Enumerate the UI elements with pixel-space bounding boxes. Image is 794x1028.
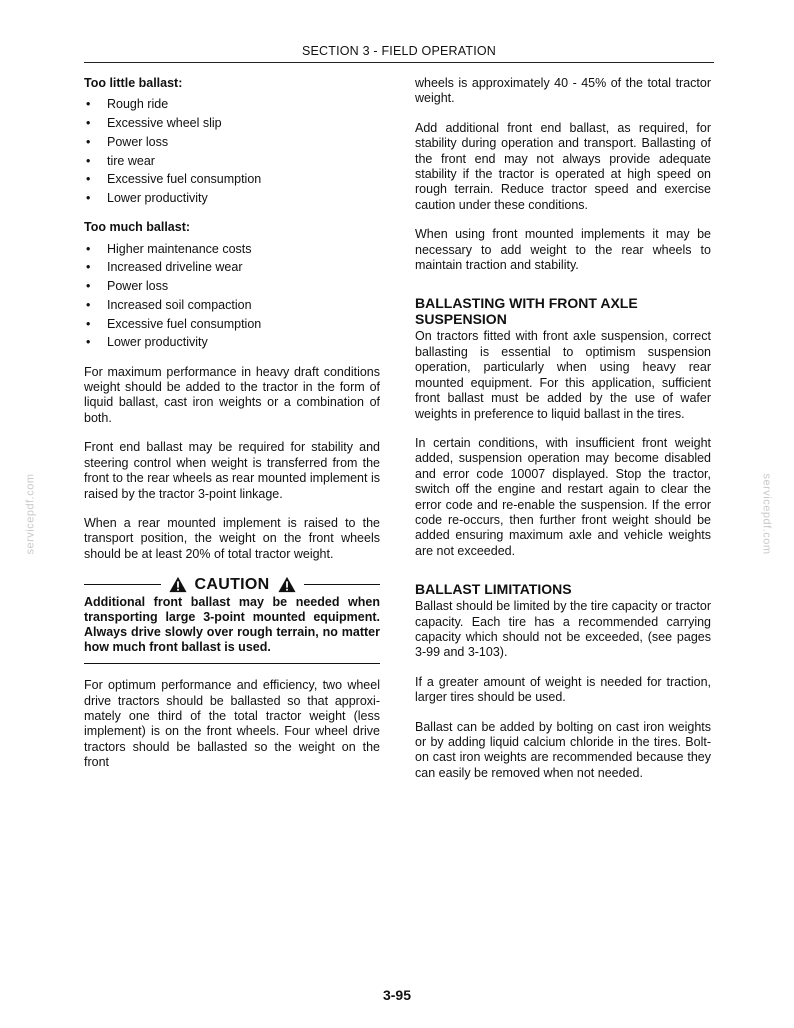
- caution-heading: [84, 576, 380, 593]
- paragraph: When using front mounted implements it may be necessary to add weight to the rear wheels to maintain traction and stability.: [415, 227, 711, 273]
- warning-triangle-icon: [278, 576, 296, 593]
- list-item: • Excessive fuel consumption: [84, 172, 380, 187]
- caution-rule-left: [84, 584, 161, 585]
- list-item: • Rough ride: [84, 97, 380, 112]
- list-item: • Power loss: [84, 279, 380, 294]
- list-item: • Higher maintenance costs: [84, 242, 380, 257]
- header-rule: [84, 62, 714, 63]
- list-item: • Lower productivity: [84, 191, 380, 206]
- page-number: 3-95: [382, 987, 412, 1003]
- heading-front-axle-suspension: BALLASTING WITH FRONT AXLE SUSPENSION: [415, 295, 638, 328]
- list-item: • Power loss: [84, 135, 380, 150]
- too-much-list: [84, 242, 380, 351]
- list-item: • Excessive fuel consumption: [84, 317, 380, 332]
- caution-end-rule: [84, 663, 380, 664]
- paragraph: For maximum performance in heavy draft conditions weight should be added to the tractor in the form of liquid ballast, cast iron weights or a combination of both.: [84, 364, 380, 425]
- caution-rule-right: [304, 584, 381, 585]
- too-little-title: Too little ballast:: [84, 76, 183, 90]
- paragraph: wheels is approximately 40 - 45% of the total tractor weight.: [415, 76, 711, 106]
- heading-ballast-limitations: BALLAST LIMITATIONS: [415, 581, 572, 598]
- list-item: • Increased soil compaction: [84, 298, 380, 313]
- paragraph: Ballast should be limited by the tire capacity or tractor capacity. Each tire has a recommended carrying capacity which should not be exceeded, (see pages 3-99 and 3-103).: [415, 599, 711, 660]
- list-item: • Increased driveline wear: [84, 260, 380, 275]
- paragraph: On tractors fitted with front axle suspension, correct ballasting is essential to optimism suspension operation, particularly when using heavy rear mounted equipment. For this application, sufficient front ballast must be added by the use of wafer weights in preference to liquid ballast in the tires.: [415, 329, 711, 421]
- paragraph: Add additional front end ballast, as required, for stability during operation and transport. Ballasting of the front end may not always provide adequate stability if the tractor is operated at high speed on rough terrain. Reduce tractor speed and exercise caution under these conditions.: [415, 120, 711, 212]
- warning-triangle-icon: [169, 576, 187, 593]
- paragraph: Front end ballast may be required for stability and steering control when weight is transferred from the front to the rear wheels as rear mounted implement is raised by the tractor 3-point linkage.: [84, 440, 380, 501]
- paragraph: For optimum performance and efficiency, two wheel drive tractors should be ballasted so that approxi-mately one third of the total tractor weight (less implement) is on the front wheels. Four wheel drive tractors should be ballasted so the weight on the front: [84, 678, 380, 770]
- left-column: [84, 76, 380, 785]
- paragraph: If a greater amount of weight is needed for traction, larger tires should be used.: [415, 674, 711, 705]
- section-header: SECTION 3 - FIELD OPERATION: [301, 44, 497, 58]
- watermark-right: servicepdf.com: [760, 473, 773, 555]
- list-item: • tire wear: [84, 154, 380, 169]
- right-column: [415, 76, 711, 795]
- paragraph: When a rear mounted implement is raised to the transport position, the weight on the front wheels should be at least 20% of total tractor weight.: [84, 515, 380, 561]
- too-little-list: [84, 97, 380, 206]
- caution-text: Additional front ballast may be needed when transporting large 3-point mounted equipment. Always drive slowly over rough terrain, no matter how much front ballast is used.: [84, 595, 380, 655]
- paragraph: Ballast can be added by bolting on cast iron weights or by adding liquid calcium chloride in the tires. Bolt-on cast iron weights are recommended because they can easily be removed when not needed.: [415, 719, 711, 780]
- caution-label: CAUTION: [194, 575, 270, 593]
- list-item: • Lower productivity: [84, 335, 380, 350]
- paragraph: In certain conditions, with insufficient front weight added, suspension operation may become disabled and error code 10007 displayed. Stop the tractor, switch off the engine and restart again to clear the error code and re-enable the suspension. If the error code re-occurs, then further front weight should be added ensuring maximum axle and vehicle weights are not exceeded.: [415, 435, 711, 558]
- too-much-title: Too much ballast:: [84, 220, 191, 235]
- list-item: • Excessive wheel slip: [84, 116, 380, 131]
- watermark-left: servicepdf.com: [24, 473, 37, 555]
